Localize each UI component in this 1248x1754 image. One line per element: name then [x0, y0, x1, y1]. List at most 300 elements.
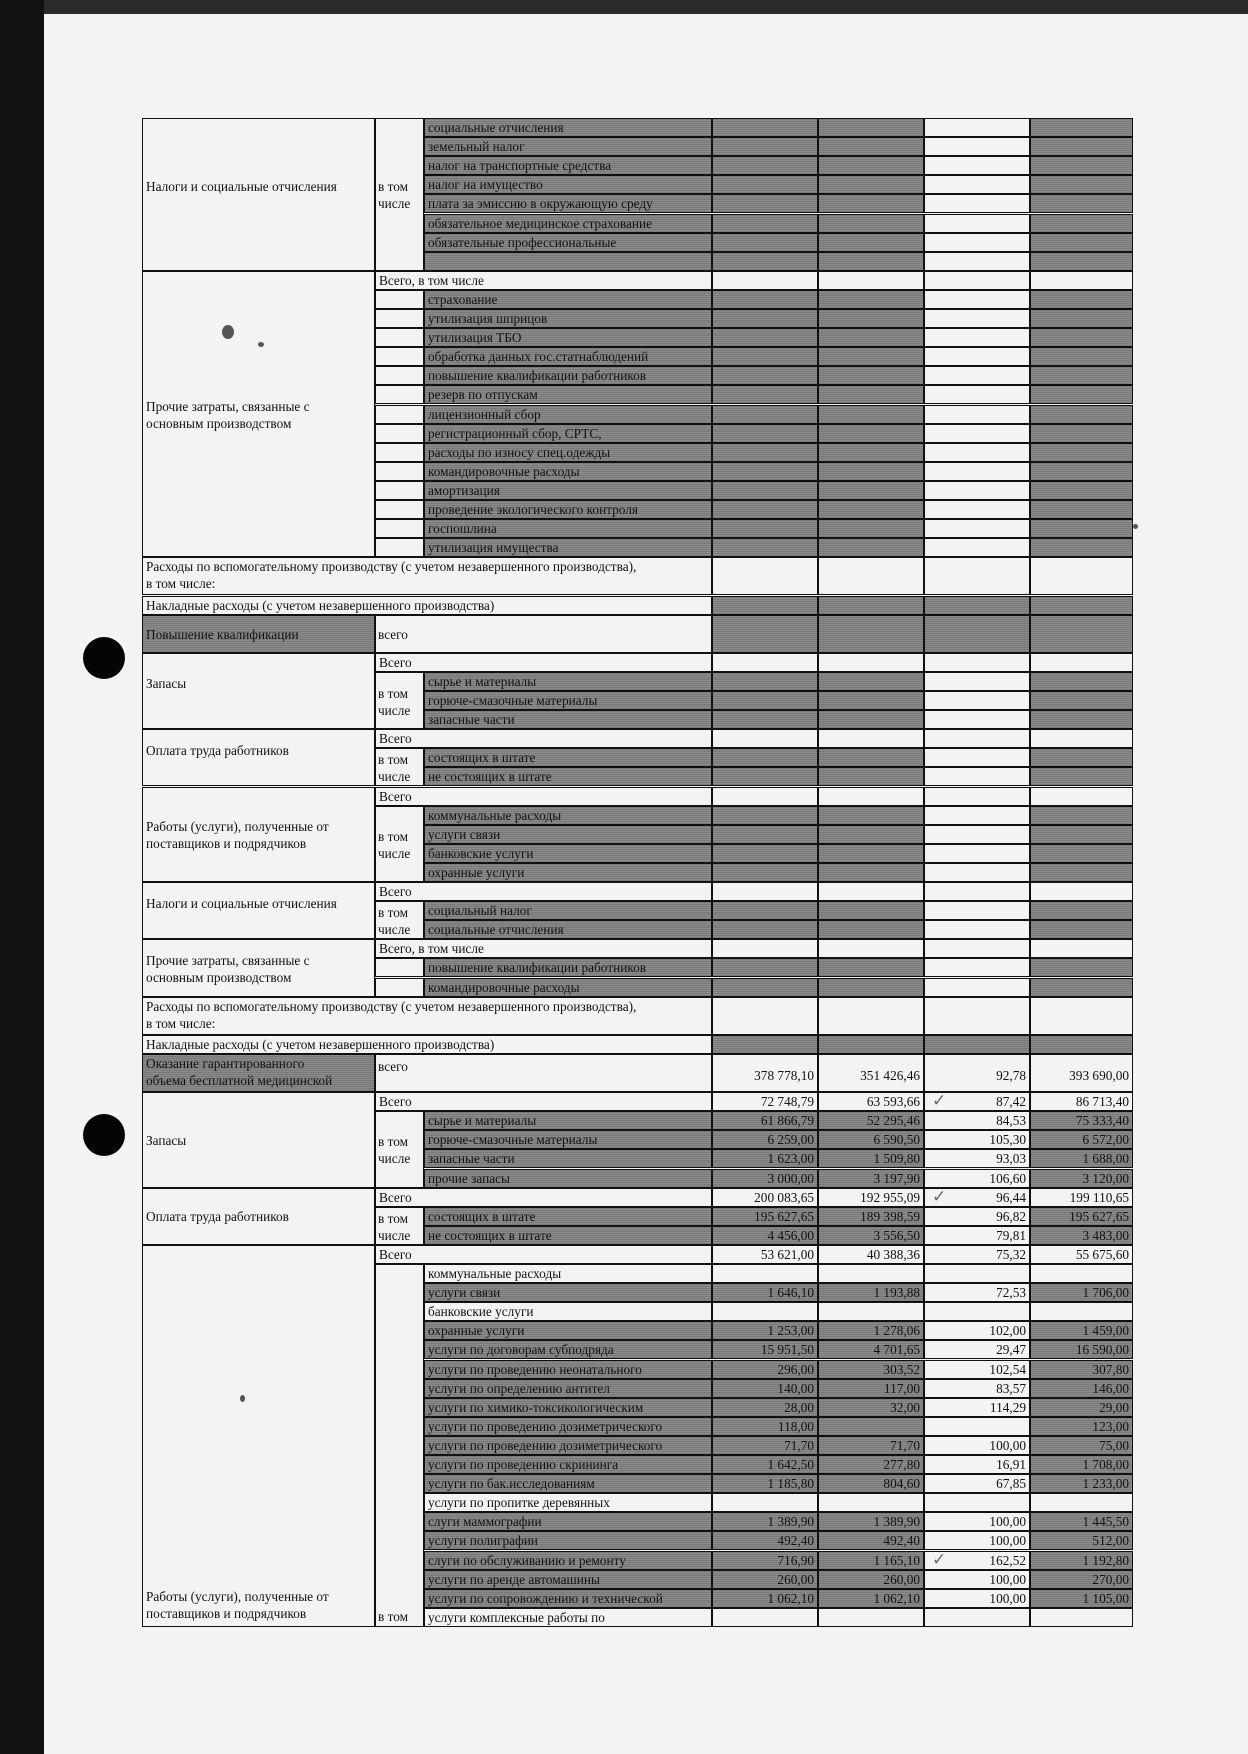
raboty-item-value: 83,57	[996, 1380, 1026, 1396]
category-label	[142, 729, 375, 786]
subgroup-label-text: в том числе	[378, 828, 411, 861]
zapasy-total-value: 86 713,40	[1075, 1094, 1129, 1110]
subgroup-label-text: в том числе	[378, 685, 411, 718]
item-row-col2	[818, 500, 924, 519]
raboty-item-value: 29,47	[996, 1342, 1026, 1358]
zapasy-item-value: 106,60	[989, 1170, 1026, 1186]
raboty-sub	[375, 1264, 424, 1627]
item-label: лицензионный сбор	[424, 405, 712, 424]
row-total-col4	[1030, 939, 1133, 958]
row-total-label: Всего	[375, 882, 712, 901]
subgroup-label	[375, 806, 424, 882]
item-row-col3	[924, 214, 1030, 233]
subgroup-blank	[375, 958, 424, 977]
zapasy-item-value: 61 866,79	[760, 1113, 814, 1129]
item-label: командировочные расходы	[424, 462, 712, 481]
raboty-item-col3	[924, 1493, 1030, 1512]
raboty-item-label	[424, 1474, 712, 1493]
item-row-col4	[1030, 863, 1133, 882]
zapasy-total-label	[375, 1092, 712, 1111]
item-row-col2	[818, 691, 924, 710]
raboty-item-value: 1 389,90	[767, 1514, 814, 1530]
raboty-item-value: 71,70	[890, 1437, 920, 1453]
item-row-col4	[1030, 767, 1133, 786]
item-row-col4	[1030, 252, 1133, 271]
raboty-item-text: услуги по химико-токсикологическим	[428, 1399, 644, 1415]
raboty-item-value: 1 193,88	[873, 1285, 920, 1301]
check-mark: ✓	[932, 1549, 947, 1569]
raboty-item-text: услуги по сопровождению и технической	[428, 1590, 663, 1606]
row-total-label: Всего	[375, 729, 712, 748]
wide-row-col1	[712, 997, 818, 1035]
raboty-item-value: 16 590,00	[1075, 1342, 1129, 1358]
item-row-col2	[818, 156, 924, 175]
item-row-col2	[818, 118, 924, 137]
wide-row-text: Накладные расходы (с учетом незавершенного производства)	[146, 597, 495, 613]
item-row-col1	[712, 385, 818, 404]
vsego-row-col1	[712, 615, 818, 653]
raboty-item-col3	[924, 1264, 1030, 1283]
wide-row-col4	[1030, 1035, 1133, 1054]
item-row-col1	[712, 920, 818, 939]
wide-row-col1	[712, 596, 818, 615]
raboty-item-col1	[712, 1302, 818, 1321]
row-total-col2	[818, 653, 924, 672]
item-row-col2	[818, 443, 924, 462]
wide-row-label	[142, 1035, 712, 1054]
raboty-item-text: услуги по проведению скрининга	[428, 1457, 619, 1472]
oplata-item-text: состоящих в штате	[428, 1208, 536, 1224]
vsego-row-col3	[924, 615, 1030, 653]
wide-row-text: Расходы по вспомогательному производству (с учетом незавершенного производства), в том числе:	[146, 559, 637, 592]
raboty-item-text: услуги комплексные работы по	[428, 1609, 605, 1625]
item-row-col3	[924, 538, 1030, 557]
item-row-col1	[712, 309, 818, 328]
raboty-item-value: 1 105,00	[1082, 1590, 1129, 1606]
item-row-col3	[924, 405, 1030, 424]
item-label: проведение экологического контроля	[424, 500, 712, 519]
row-total-col1	[712, 882, 818, 901]
row-total-col4	[1030, 787, 1133, 806]
raboty-item-label	[424, 1570, 712, 1589]
raboty-item-label	[424, 1360, 712, 1379]
item-row-col3	[924, 844, 1030, 863]
item-row-col3	[924, 233, 1030, 252]
item-row-col3	[924, 347, 1030, 366]
raboty-item-value: 4 701,65	[873, 1342, 920, 1358]
raboty-item-label	[424, 1608, 712, 1627]
raboty-item-value: 1 062,10	[767, 1590, 814, 1606]
item-row-col1	[712, 175, 818, 194]
raboty-item-value: 296,00	[777, 1361, 814, 1377]
item-label: утилизация имущества	[424, 538, 712, 557]
scan-left-edge	[0, 0, 44, 1754]
item-row-col1	[712, 748, 818, 767]
item-row-col4	[1030, 844, 1133, 863]
item-row-col4	[1030, 175, 1133, 194]
raboty-item-value: 1 708,00	[1082, 1457, 1129, 1472]
raboty-item-value: 29,00	[1099, 1399, 1129, 1415]
item-row-col2	[818, 385, 924, 404]
raboty-item-value: 102,54	[989, 1361, 1026, 1377]
oplata-label-text: Оплата труда работников	[146, 1209, 289, 1225]
row-total-label: Всего	[375, 653, 712, 672]
item-row-col3	[924, 137, 1030, 156]
item-row-col3	[924, 691, 1030, 710]
row-total-col4	[1030, 271, 1133, 290]
raboty-item-label	[424, 1321, 712, 1340]
raboty-item-label	[424, 1512, 712, 1531]
zapasy-total-value: 87,42	[996, 1094, 1026, 1110]
service-sub-text: всего	[378, 1058, 408, 1074]
raboty-total-value: 55 675,60	[1075, 1246, 1129, 1262]
item-label: обработка данных гос.статнаблюдений	[424, 347, 712, 366]
item-row-col4	[1030, 290, 1133, 309]
item-row-col4	[1030, 748, 1133, 767]
item-label: социальные отчисления	[424, 920, 712, 939]
item-row-col4	[1030, 194, 1133, 213]
row-total-col2	[818, 939, 924, 958]
service-sub	[375, 1054, 712, 1092]
subgroup-blank	[375, 978, 424, 997]
raboty-item-label	[424, 1455, 712, 1474]
category-label	[142, 653, 375, 729]
item-row-col4	[1030, 443, 1133, 462]
item-row-col3	[924, 500, 1030, 519]
raboty-item-text: услуги по аренде автомашины	[428, 1571, 600, 1587]
wide-row-label	[142, 997, 712, 1035]
item-row-col1	[712, 443, 818, 462]
oplata-total-label	[375, 1188, 712, 1207]
category-label-text: Работы (услуги), полученные от поставщиков и подрядчиков	[146, 819, 329, 852]
item-row-col4	[1030, 156, 1133, 175]
raboty-item-col4	[1030, 1608, 1133, 1627]
raboty-item-value: 1 233,00	[1082, 1476, 1129, 1492]
item-label: запасные части	[424, 710, 712, 729]
oplata-item-label	[424, 1226, 712, 1245]
row-total-col1	[712, 787, 818, 806]
item-label: страхование	[424, 290, 712, 309]
zapasy-item-value: 3 197,90	[873, 1170, 920, 1186]
service-value: 351 426,46	[860, 1068, 920, 1083]
item-row-col3	[924, 863, 1030, 882]
item-row-col4	[1030, 978, 1133, 997]
raboty-item-value: 1 642,50	[767, 1457, 814, 1472]
raboty-item-value: 118,00	[777, 1418, 814, 1434]
item-row-col2	[818, 194, 924, 213]
raboty-item-col4	[1030, 1264, 1133, 1283]
zapasy-total-value: 72 748,79	[760, 1094, 814, 1110]
raboty-item-col4	[1030, 1493, 1133, 1512]
raboty-item-value: 1 185,80	[767, 1476, 814, 1492]
raboty-item-col3	[924, 1608, 1030, 1627]
subgroup-blank	[375, 538, 424, 557]
item-label: налог на транспортные средства	[424, 156, 712, 175]
raboty-item-text: коммунальные расходы	[428, 1266, 562, 1281]
category-label	[142, 939, 375, 996]
wide-row-text: Накладные расходы (с учетом незавершенного производства)	[146, 1036, 495, 1052]
item-row-col3	[924, 194, 1030, 213]
raboty-item-value: 270,00	[1092, 1571, 1129, 1587]
item-row-col1	[712, 233, 818, 252]
raboty-item-value: 492,40	[883, 1533, 920, 1549]
subgroup-blank	[375, 519, 424, 538]
item-label: земельный налог	[424, 137, 712, 156]
row-total-col1	[712, 271, 818, 290]
oplata-item-text: не состоящих в штате	[428, 1227, 552, 1243]
row-total-col1	[712, 653, 818, 672]
item-label: командировочные расходы	[424, 978, 712, 997]
item-row-col3	[924, 462, 1030, 481]
raboty-item-value: 277,80	[883, 1457, 920, 1472]
item-label: утилизация ТБО	[424, 328, 712, 347]
item-row-col4	[1030, 347, 1133, 366]
item-row-col1	[712, 481, 818, 500]
item-row-col3	[924, 901, 1030, 920]
subgroup-blank	[375, 443, 424, 462]
item-label	[424, 252, 712, 271]
oplata-total-value: 200 083,65	[754, 1189, 814, 1205]
item-row-col3	[924, 156, 1030, 175]
item-row-col3	[924, 118, 1030, 137]
zapasy-item-value: 6 572,00	[1082, 1132, 1129, 1148]
oplata-item-label	[424, 1207, 712, 1226]
zapasy-item-value: 1 623,00	[767, 1151, 814, 1167]
item-row-col1	[712, 290, 818, 309]
raboty-item-value: 1 646,10	[767, 1285, 814, 1301]
zapasy-item-value: 3 000,00	[767, 1170, 814, 1186]
raboty-item-text: слуги маммографии	[428, 1514, 542, 1530]
zapasy-label	[142, 1092, 375, 1188]
raboty-item-col2	[818, 1417, 924, 1436]
category-label-text: Налоги и социальные отчисления	[146, 179, 337, 195]
item-row-col2	[818, 481, 924, 500]
wide-row-col4	[1030, 596, 1133, 615]
item-label: резерв по отпускам	[424, 385, 712, 404]
item-row-col4	[1030, 672, 1133, 691]
row-total-col2	[818, 882, 924, 901]
raboty-item-col1	[712, 1264, 818, 1283]
vsego-label	[142, 615, 375, 653]
subgroup-label	[375, 901, 424, 939]
item-row-col3	[924, 672, 1030, 691]
raboty-item-label	[424, 1493, 712, 1512]
punch-hole-top	[83, 637, 125, 679]
raboty-total-value: 75,32	[996, 1246, 1026, 1262]
wide-row-label	[142, 596, 712, 615]
item-row-col1	[712, 214, 818, 233]
raboty-item-label	[424, 1531, 712, 1550]
item-row-col3	[924, 481, 1030, 500]
item-label: сырье и материалы	[424, 672, 712, 691]
raboty-item-value: 102,00	[989, 1323, 1026, 1339]
raboty-total-value: 40 388,36	[866, 1246, 920, 1262]
item-row-col1	[712, 500, 818, 519]
item-label: услуги связи	[424, 825, 712, 844]
raboty-item-value: 28,00	[784, 1399, 814, 1415]
item-row-col3	[924, 806, 1030, 825]
zapasy-total-value: 63 593,66	[866, 1094, 920, 1110]
raboty-item-value: 67,85	[996, 1476, 1026, 1492]
raboty-item-value: 512,00	[1092, 1533, 1129, 1549]
subgroup-blank	[375, 462, 424, 481]
zapasy-item-text: прочие запасы	[428, 1170, 510, 1186]
raboty-item-value: 146,00	[1092, 1380, 1129, 1396]
raboty-label	[142, 1245, 375, 1627]
raboty-item-value: 260,00	[777, 1571, 814, 1587]
item-row-col2	[818, 424, 924, 443]
zapasy-item-label	[424, 1149, 712, 1168]
row-total-col2	[818, 729, 924, 748]
item-row-col4	[1030, 519, 1133, 538]
item-row-col1	[712, 137, 818, 156]
item-row-col1	[712, 519, 818, 538]
item-row-col1	[712, 538, 818, 557]
item-label: социальные отчисления	[424, 118, 712, 137]
oplata-item-value: 3 556,50	[873, 1227, 920, 1243]
item-row-col2	[818, 710, 924, 729]
oplata-item-value: 3 483,00	[1082, 1227, 1129, 1243]
item-label: коммунальные расходы	[424, 806, 712, 825]
raboty-item-value: 260,00	[883, 1571, 920, 1587]
item-row-col2	[818, 825, 924, 844]
zapasy-item-value: 3 120,00	[1082, 1170, 1129, 1186]
service-value: 393 690,00	[1069, 1068, 1129, 1083]
raboty-item-value: 123,00	[1092, 1418, 1129, 1434]
vsego-label-text: Повышение квалификации	[146, 626, 299, 642]
item-row-col3	[924, 252, 1030, 271]
item-row-col4	[1030, 233, 1133, 252]
wide-row-col1	[712, 1035, 818, 1054]
item-row-col2	[818, 405, 924, 424]
item-row-col4	[1030, 137, 1133, 156]
item-label: налог на имущество	[424, 175, 712, 194]
row-total-col4	[1030, 653, 1133, 672]
oplata-item-value: 96,82	[996, 1208, 1026, 1224]
item-row-col4	[1030, 538, 1133, 557]
item-row-col2	[818, 347, 924, 366]
row-total-col4	[1030, 729, 1133, 748]
item-row-col4	[1030, 214, 1133, 233]
item-row-col2	[818, 806, 924, 825]
raboty-item-value: 162,52	[989, 1552, 1026, 1568]
raboty-item-value: 100,00	[989, 1437, 1026, 1453]
item-row-col4	[1030, 710, 1133, 729]
row-total-col2	[818, 787, 924, 806]
wide-row-col3	[924, 596, 1030, 615]
raboty-item-value: 100,00	[989, 1590, 1026, 1606]
item-row-col3	[924, 366, 1030, 385]
item-row-col1	[712, 194, 818, 213]
vsego-sub	[375, 615, 712, 653]
item-row-col4	[1030, 500, 1133, 519]
raboty-item-value: 307,80	[1092, 1361, 1129, 1377]
item-row-col1	[712, 672, 818, 691]
item-row-col3	[924, 309, 1030, 328]
raboty-total-value: 53 621,00	[760, 1246, 814, 1262]
item-label: регистрационный сбор, СРТС,	[424, 424, 712, 443]
service-value: 378 778,10	[754, 1068, 814, 1083]
raboty-item-text: услуги по бак.исследованиям	[428, 1476, 595, 1492]
wide-row-col3	[924, 1035, 1030, 1054]
oplata-total-value: 199 110,65	[1069, 1189, 1129, 1205]
row-total-col3	[924, 729, 1030, 748]
oplata-total-value: 192 955,09	[860, 1189, 920, 1205]
raboty-item-label	[424, 1417, 712, 1436]
raboty-item-value: 16,91	[996, 1457, 1026, 1472]
item-label: обязательное медицинское страхование	[424, 214, 712, 233]
raboty-item-value: 1 278,06	[873, 1323, 920, 1339]
subgroup-label	[375, 118, 424, 271]
item-row-col1	[712, 118, 818, 137]
item-row-col2	[818, 252, 924, 271]
raboty-total-text: Всего	[379, 1246, 412, 1262]
item-row-col3	[924, 519, 1030, 538]
row-total-col3	[924, 271, 1030, 290]
item-row-col4	[1030, 366, 1133, 385]
oplata-sub-text: в том числе	[378, 1210, 411, 1243]
item-row-col3	[924, 175, 1030, 194]
raboty-item-col4	[1030, 1302, 1133, 1321]
raboty-item-value: 1 165,10	[873, 1552, 920, 1568]
item-row-col3	[924, 385, 1030, 404]
raboty-item-text: услуги полиграфии	[428, 1533, 538, 1549]
category-label-text: Прочие затраты, связанные с основным производством	[146, 952, 310, 985]
raboty-item-label	[424, 1379, 712, 1398]
zapasy-item-value: 6 590,50	[873, 1132, 920, 1148]
item-row-col4	[1030, 958, 1133, 977]
category-label-text: Оплата труда работников	[146, 742, 289, 758]
item-row-col1	[712, 328, 818, 347]
oplata-label	[142, 1188, 375, 1245]
item-row-col4	[1030, 462, 1133, 481]
check-mark: ✓	[932, 1186, 947, 1206]
item-row-col1	[712, 156, 818, 175]
raboty-item-value: 72,53	[996, 1285, 1026, 1301]
raboty-item-text: банковские услуги	[428, 1304, 534, 1320]
subgroup-blank	[375, 366, 424, 385]
subgroup-blank	[375, 500, 424, 519]
vsego-sub-text: всего	[378, 626, 408, 642]
raboty-item-value: 303,52	[883, 1361, 920, 1377]
raboty-item-label	[424, 1264, 712, 1283]
raboty-item-col3	[924, 1302, 1030, 1321]
scan-speck	[1133, 524, 1138, 529]
item-row-col3	[924, 978, 1030, 997]
raboty-item-col2	[818, 1264, 924, 1283]
raboty-item-value: 1 253,00	[767, 1323, 814, 1339]
item-label: состоящих в штате	[424, 748, 712, 767]
item-row-col2	[818, 767, 924, 786]
raboty-item-value: 1 389,90	[873, 1514, 920, 1530]
raboty-total-label	[375, 1245, 712, 1264]
wide-row-col3	[924, 997, 1030, 1035]
raboty-item-col2	[818, 1608, 924, 1627]
row-total-label: Всего, в том числе	[375, 939, 712, 958]
raboty-item-col1	[712, 1493, 818, 1512]
item-row-col3	[924, 958, 1030, 977]
item-row-col1	[712, 806, 818, 825]
oplata-sub	[375, 1207, 424, 1245]
oplata-item-value: 195 627,65	[1069, 1208, 1129, 1224]
raboty-item-value: 1 192,80	[1082, 1552, 1129, 1568]
item-row-col1	[712, 691, 818, 710]
zapasy-item-text: сырье и материалы	[428, 1113, 537, 1129]
item-row-col1	[712, 978, 818, 997]
item-label: охранные услуги	[424, 863, 712, 882]
raboty-item-value: 117,00	[883, 1380, 920, 1396]
zapasy-item-value: 6 259,00	[767, 1132, 814, 1148]
